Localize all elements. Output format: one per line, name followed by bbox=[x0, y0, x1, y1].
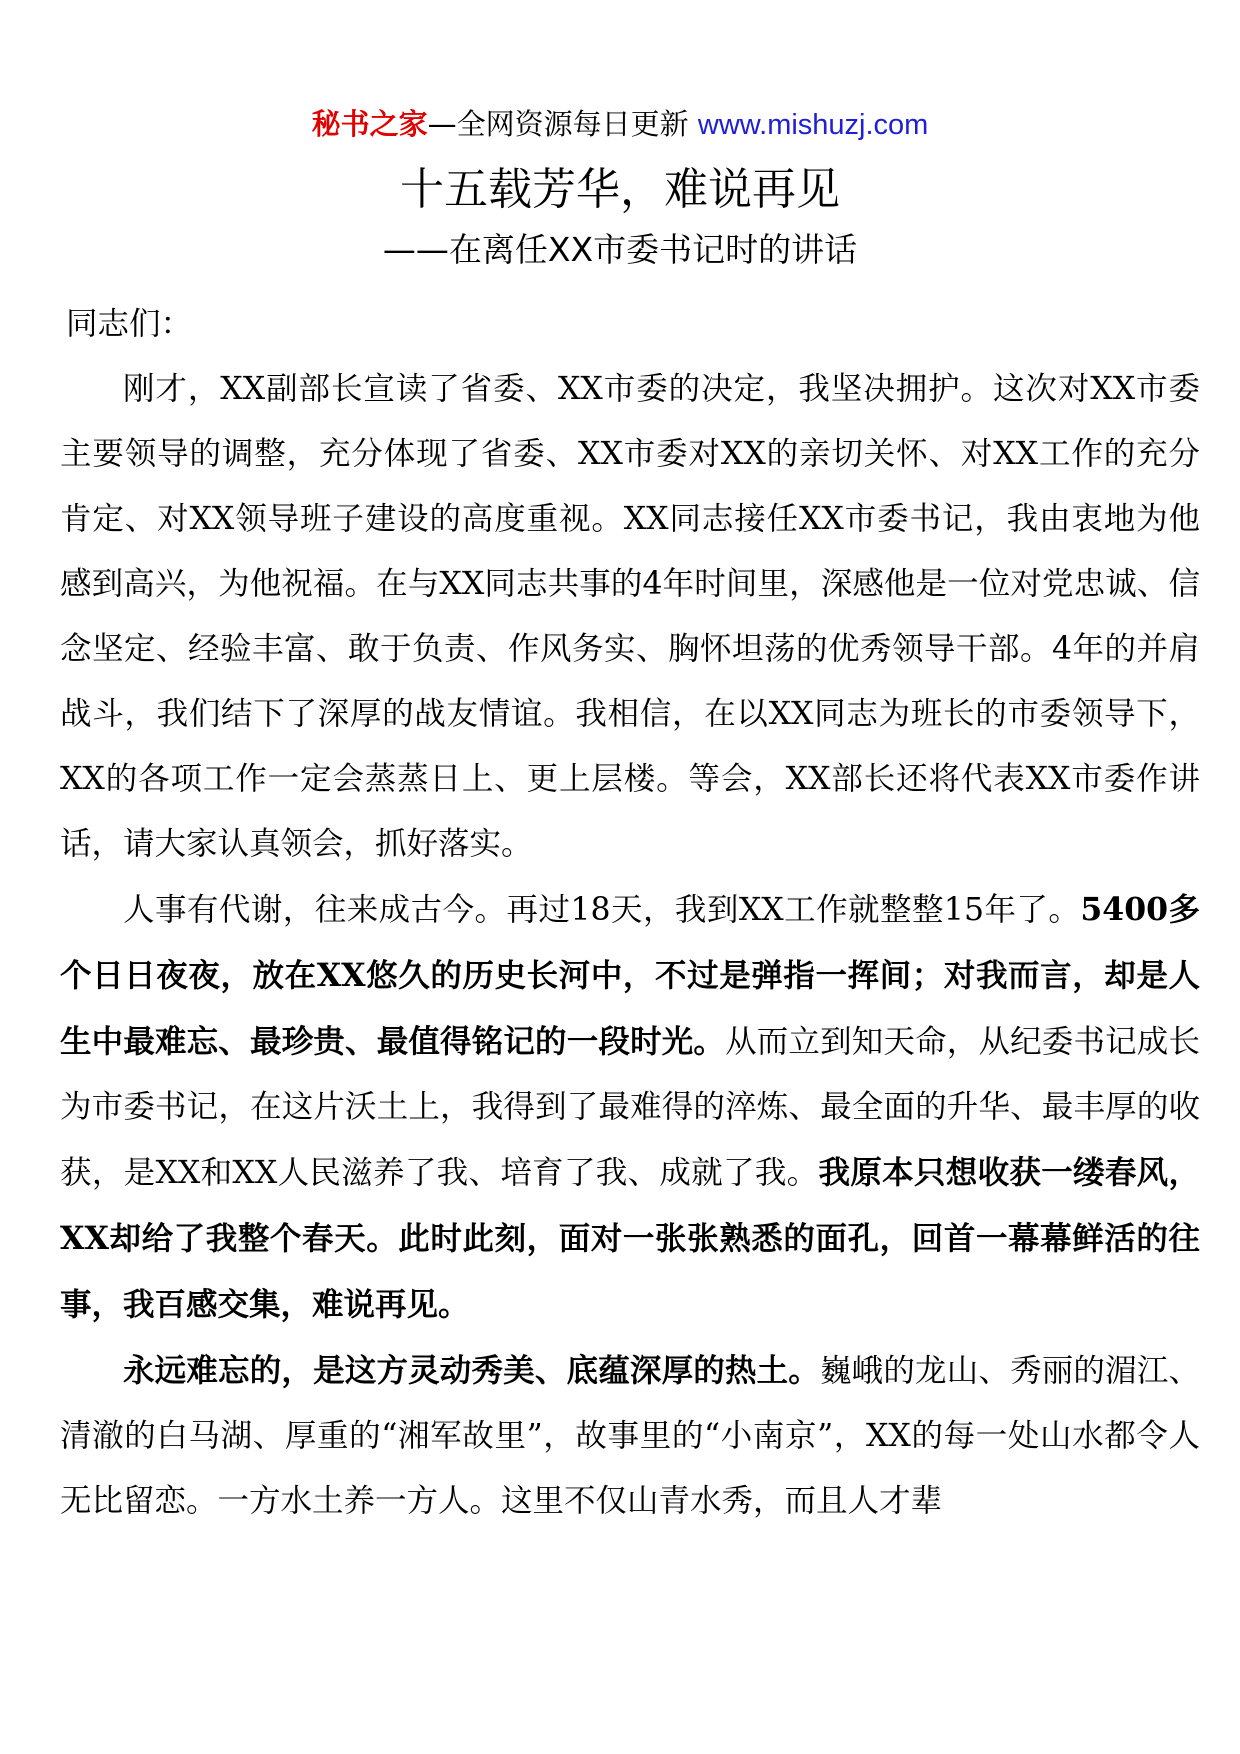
paragraph-2-emphasis-b: 我原本只想收获一缕春风，XX却给了我整个春天。此时此刻，面对一张张熟悉的面孔，回首一幕幕鲜活的往事，我百感交集，难说再见。 bbox=[60, 1154, 1200, 1323]
paragraph-3-text: 巍峨的龙山、秀丽的湄江、清澈的白马湖、厚重的“湘军故里”，故事里的“小南京”，XX的每一处山水都令人无比留恋。一方水土养一方人。这里不仅山青水秀，而且人才辈 bbox=[60, 1353, 1200, 1519]
paragraph-1-text: 刚才，XX副部长宣读了省委、XX市委的决定，我坚决拥护。这次对XX市委主要领导的调整，充分体现了省委、XX市委对XX的亲切关怀、对XX工作的充分肯定、对XX领导班子建设的高度重视。XX同志接任XX市委书记，我由衷地为他感到高兴，为他祝福。在与XX同志共事的4年时间里，深感他是一位对党忠诚、信念坚定、经验丰富、敢于负责、作风务实、胸怀坦荡的优秀领导干部。4年的并肩战斗，我们结下了深厚的战友情谊。我相信，在以XX同志为班长的市委领导下，XX的各项工作一定会蒸蒸日上、更上层楼。等会，XX部长还将代表XX市委作讲话，请大家认真领会，抓好落实。 bbox=[60, 371, 1200, 862]
brand-name: 秘书之家 bbox=[311, 107, 428, 141]
paragraph-3 bbox=[60, 1338, 1200, 1534]
paragraph-2-emphasis-a: 5400多个日日夜夜，放在XX悠久的历史长河中，不过是弹指一挥间；对我而言，却是人生中最难忘、最珍贵、最值得铭记的一段时光。 bbox=[60, 891, 1200, 1060]
speech-body bbox=[60, 292, 1200, 1534]
paragraph-3-emphasis: 永远难忘的，是这方灵动秀美、底蕴深厚的热土。 bbox=[123, 1352, 820, 1389]
paragraph-2-text-a: 人事有代谢，往来成古今。再过18天，我到XX工作就整整15年了。 bbox=[123, 892, 1081, 928]
speech-subtitle: ——在离任XX市委书记时的讲话 bbox=[382, 230, 858, 269]
paragraph-2 bbox=[60, 877, 1200, 1338]
paragraph-1 bbox=[60, 357, 1200, 877]
banner-tagline: —全网资源每日更新 bbox=[427, 107, 689, 141]
salutation: 同志们： bbox=[66, 306, 193, 342]
site-url-link[interactable]: www.mishuzj.com bbox=[697, 109, 929, 141]
paragraph-2-text-b: 从而立到知天命，从纪委书记成长为市委书记，在这片沃土上，我得到了最难得的淬炼、最全面的升华、最丰厚的收获，是XX和XX人民滋养了我、培育了我、成就了我。 bbox=[60, 1024, 1200, 1191]
site-banner bbox=[0, 104, 1240, 145]
speech-title: 十五载芳华，难说再见 bbox=[400, 164, 840, 215]
